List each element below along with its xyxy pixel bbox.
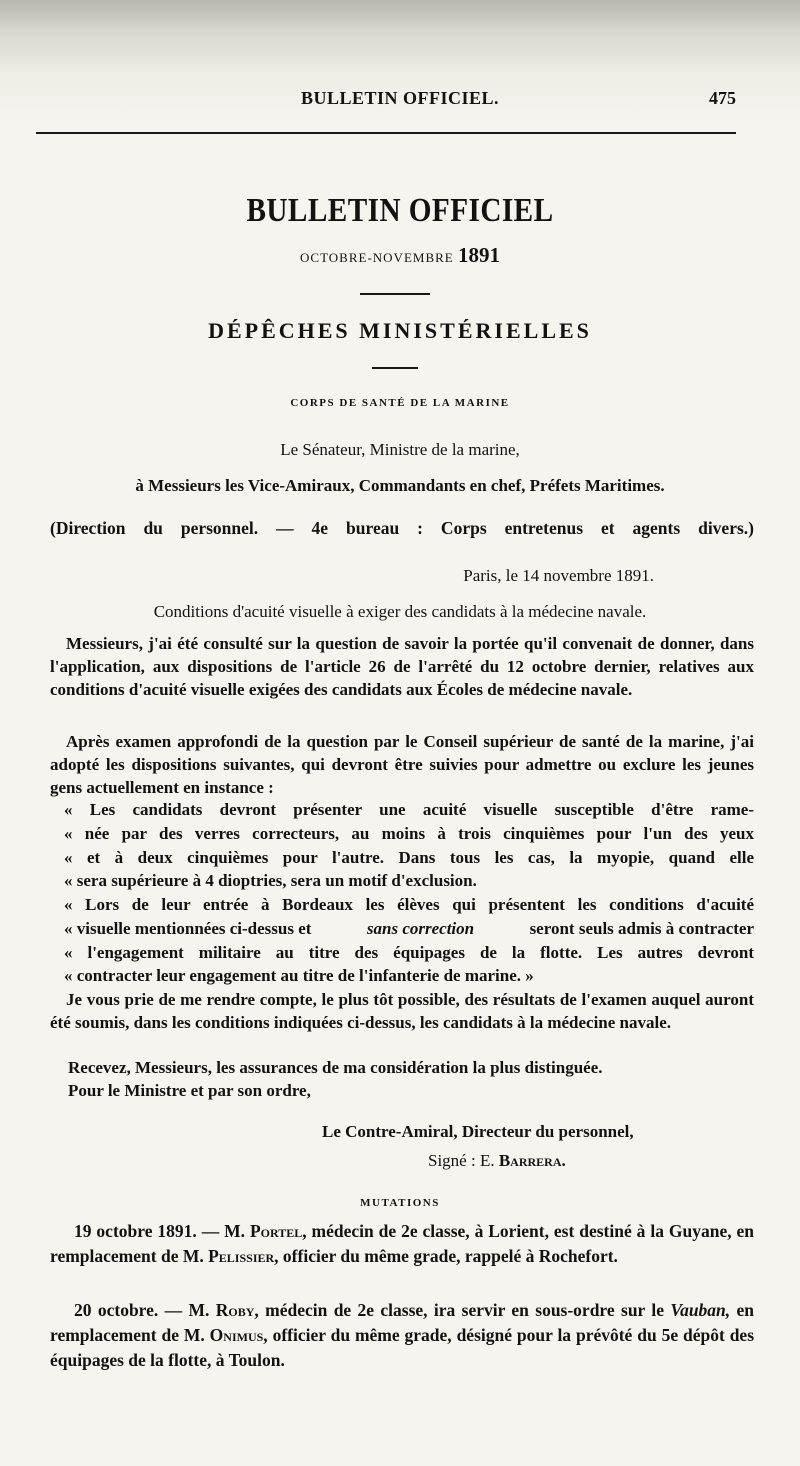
section-title: DÉPÊCHES MINISTÉRIELLES [208, 318, 592, 343]
paragraph-2: Après examen approfondi de la question par le Conseil supérieur de santé de la marine, j'ai adopté les dispositions suivantes, qui devront être suivies pour admettre ou exclure les jeunes gens actuellement en instance : [50, 732, 754, 797]
mutation-entry-2: 20 octobre. — M. Roby, médecin de 2e classe, ira servir en sous-ordre sur le Vauban, en remplacement de M. Onimus, officier du même grade, désigné pour la prévôté du 5e dépôt des équipages de la flotte, à Toulon. [50, 1300, 755, 1370]
mutation-name: Portel, [249, 1221, 307, 1241]
recipients: à Messieurs les Vice-Amiraux, Commandants en chef, Préfets Maritimes. [135, 476, 665, 495]
issue-year: 1891 [457, 243, 500, 267]
quote-line: « contracter leur engagement au titre de l'infanterie de marine. » [64, 966, 534, 985]
paragraph-1: Messieurs, j'ai été consulté sur la question de savoir la portée qu'il convenait de donner, dans l'application, aux dispositions de l'article 26 de l'arrêté du 12 octobre dernier, relatives aux conditions d'acuité visuelle exigées des candidats aux Écoles de médecine navale. [50, 634, 754, 699]
ship-name: Vauban, [670, 1300, 731, 1320]
mutation-date: 20 octobre. [74, 1300, 159, 1320]
signed-label: Signé : E. [428, 1151, 495, 1170]
paragraph-3: Je vous prie de me rendre compte, le plus tôt possible, des résultats de l'examen auquel auront été soumis, dans les conditions indiquées ci-dessus, les candidats à la médecine navale. [50, 990, 754, 1032]
corps-heading: CORPS DE SANTÉ DE LA MARINE [290, 397, 510, 409]
mutation-name: Onimus, [209, 1325, 268, 1345]
mutation-entry-1: 19 octobre 1891. — M. Portel, médecin de 2e classe, à Lorient, est destiné à la Guyane, en remplacement de M. Pelissier, officier du même grade, rappelé à Rochefort. [50, 1221, 755, 1266]
issue-months: OCTOBRE-NOVEMBRE [300, 250, 454, 265]
paragraph-5: Pour le Ministre et par son ordre, [68, 1081, 311, 1100]
running-header [0, 88, 800, 112]
quote-line: « sera supérieure à 4 dioptries, sera un motif d'exclusion. [64, 871, 477, 890]
main-title: BULLETIN OFFICIEL [246, 192, 554, 229]
recipient-line [0, 474, 800, 498]
quote-line: « née par des verres correcteurs, au moins à trois cinquièmes pour l'un des yeux [64, 824, 754, 843]
issue-subtitle [0, 243, 800, 268]
sender: Le Sénateur, Ministre de la marine, [280, 440, 520, 459]
quote-emphasis: sans correction [366, 919, 475, 938]
signature [428, 1151, 566, 1171]
quote-text: « visuelle mentionnées ci-dessus et [64, 919, 312, 938]
quote-line: « et à deux cinquièmes pour l'autre. Dans tous les cas, la myopie, quand elle [64, 848, 754, 867]
sender-line [0, 438, 800, 462]
header-rule [36, 132, 736, 134]
running-title: BULLETIN OFFICIEL. [300, 88, 500, 108]
quote-line: « l'engagement militaire au titre des équipages de la flotte. Les autres devront [64, 943, 754, 962]
quote-text: seront seuls admis à contracter [529, 919, 754, 938]
signatory-name: Barrera. [498, 1151, 566, 1170]
quote-line: « Lors de leur entrée à Bordeaux les élèves qui présentent les conditions d'acuité [64, 895, 754, 914]
quote-line: « Les candidats devront présenter une acuité visuelle susceptible d'être rame- [64, 800, 754, 819]
letter-date: Paris, le 14 novembre 1891. [463, 566, 654, 585]
mutation-date: 19 octobre 1891. [74, 1221, 197, 1241]
paragraph-4: Recevez, Messieurs, les assurances de ma considération la plus distinguée. [68, 1058, 603, 1077]
letter-subject: Conditions d'acuité visuelle à exiger des candidats à la médecine navale. [153, 602, 647, 621]
mutation-name: Roby, [215, 1300, 259, 1320]
direction-line: (Direction du personnel. — 4e bureau : Corps entretenus et agents divers.) [50, 518, 754, 538]
title-rule [360, 293, 430, 295]
mutations-heading: MUTATIONS [360, 1197, 440, 1209]
page-number: 475 [709, 88, 736, 108]
section-rule [372, 367, 418, 369]
quote-line [64, 917, 754, 941]
mutation-name: Pelissier, [208, 1246, 279, 1266]
signature-title: Le Contre-Amiral, Directeur du personnel, [322, 1122, 634, 1141]
